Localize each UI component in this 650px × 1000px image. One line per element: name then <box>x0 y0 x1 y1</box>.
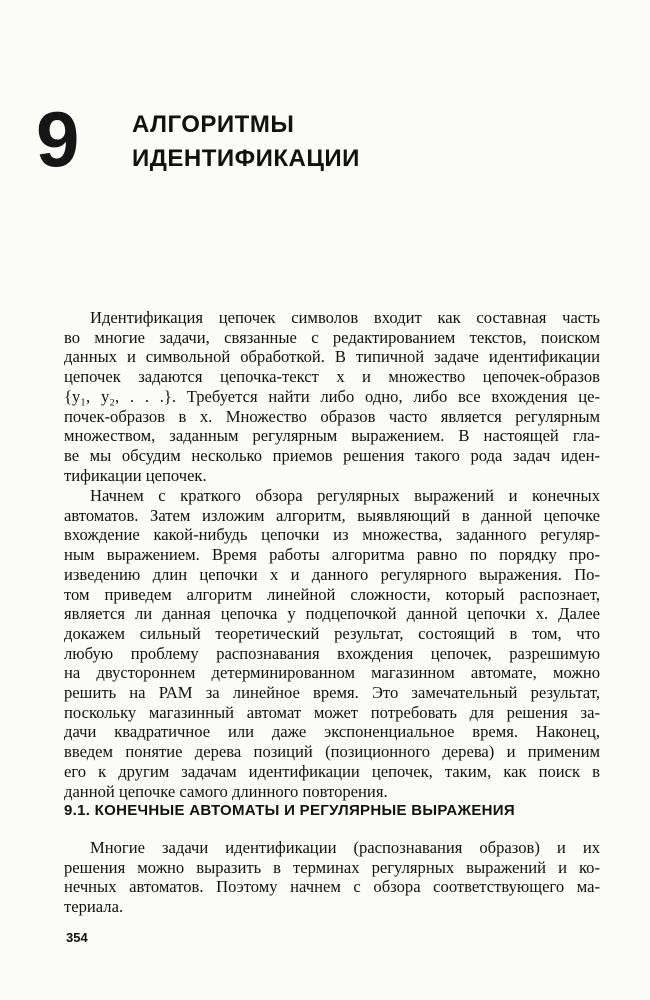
section-paragraph <box>64 838 600 917</box>
chapter-title-line: ИДЕНТИФИКАЦИИ <box>132 145 360 172</box>
page-number: 354 <box>66 930 88 945</box>
text-line: любую проблему распознавания вхождения цепочек, разрешимую <box>64 643 600 663</box>
text-line: ве мы обсудим несколько приемов решения такого рода задач иден- <box>64 445 600 465</box>
text-line: во многие задачи, связанные с редактированием текстов, поиском <box>64 327 600 347</box>
text-line: териала. <box>64 897 124 917</box>
text-line: автоматов. Затем изложим алгоритм, выявляющий в данной цепочке <box>64 505 600 525</box>
intro-paragraph-1 <box>64 308 600 485</box>
text-line: является ли данная цепочка y подцепочкой данной цепочки x. Далее <box>64 604 600 624</box>
text-line: Многие задачи идентификации (распознавания образов) и их <box>90 838 600 857</box>
text-line: том приведем алгоритм линейной сложности, который распознает, <box>64 584 600 604</box>
text-line: {y₁, y₂, . . .}. Требуется найти либо одно, либо все вхождения це- <box>64 386 600 406</box>
text-line: докажем сильный теоретический результат, состоящий в том, что <box>64 623 600 643</box>
chapter-title-line: АЛГОРИТМЫ <box>132 111 295 138</box>
text-line: данных и символьной обработкой. В типичной задаче идентификации <box>64 347 600 367</box>
text-line: данной цепочке самого длинного повторения. <box>64 781 388 801</box>
text-line: Идентификация цепочек символов входит как составная часть <box>90 308 600 327</box>
intro-paragraph-2 <box>64 486 600 801</box>
section-heading: 9.1. КОНЕЧНЫЕ АВТОМАТЫ И РЕГУЛЯРНЫЕ ВЫРАЖЕНИЯ <box>64 802 515 819</box>
text-line: изведению длин цепочки x и данного регулярного выражения. По- <box>64 564 600 584</box>
text-line: решения можно выразить в терминах регулярных выражений и ко- <box>64 857 600 877</box>
text-line: поскольку магазинный автомат может потребовать для решения за- <box>64 702 600 722</box>
chapter-number: 9 <box>36 95 80 183</box>
text-line: решить на РАМ за линейное время. Это замечательный результат, <box>64 683 600 703</box>
text-line: ным выражением. Время работы алгоритма равно по порядку про- <box>64 545 600 565</box>
text-line: вхождение какой-нибудь цепочки из множества, заданного регуляр- <box>64 525 600 545</box>
text-line: введем понятие дерева позиций (позиционного дерева) и применим <box>64 742 600 762</box>
text-line: цепочек задаются цепочка-текст x и множество цепочек-образов <box>64 367 600 387</box>
text-line: почек-образов в x. Множество образов часто является регулярным <box>64 406 600 426</box>
text-line: дачи квадратичное или даже экспоненциальное время. Наконец, <box>64 722 600 742</box>
text-line: его к другим задачам идентификации цепочек, таким, как поиск в <box>64 761 600 781</box>
text-line: на двустороннем детерминированном магазинном автомате, можно <box>64 663 600 683</box>
text-line: Начнем с краткого обзора регулярных выражений и конечных <box>90 486 600 505</box>
text-line: множеством, заданным регулярным выражением. В настоящей гла- <box>64 426 600 446</box>
text-line: нечных автоматов. Поэтому начнем с обзора соответствующего ма- <box>64 877 600 897</box>
chapter-title <box>132 108 360 176</box>
text-line: тификации цепочек. <box>64 465 207 485</box>
